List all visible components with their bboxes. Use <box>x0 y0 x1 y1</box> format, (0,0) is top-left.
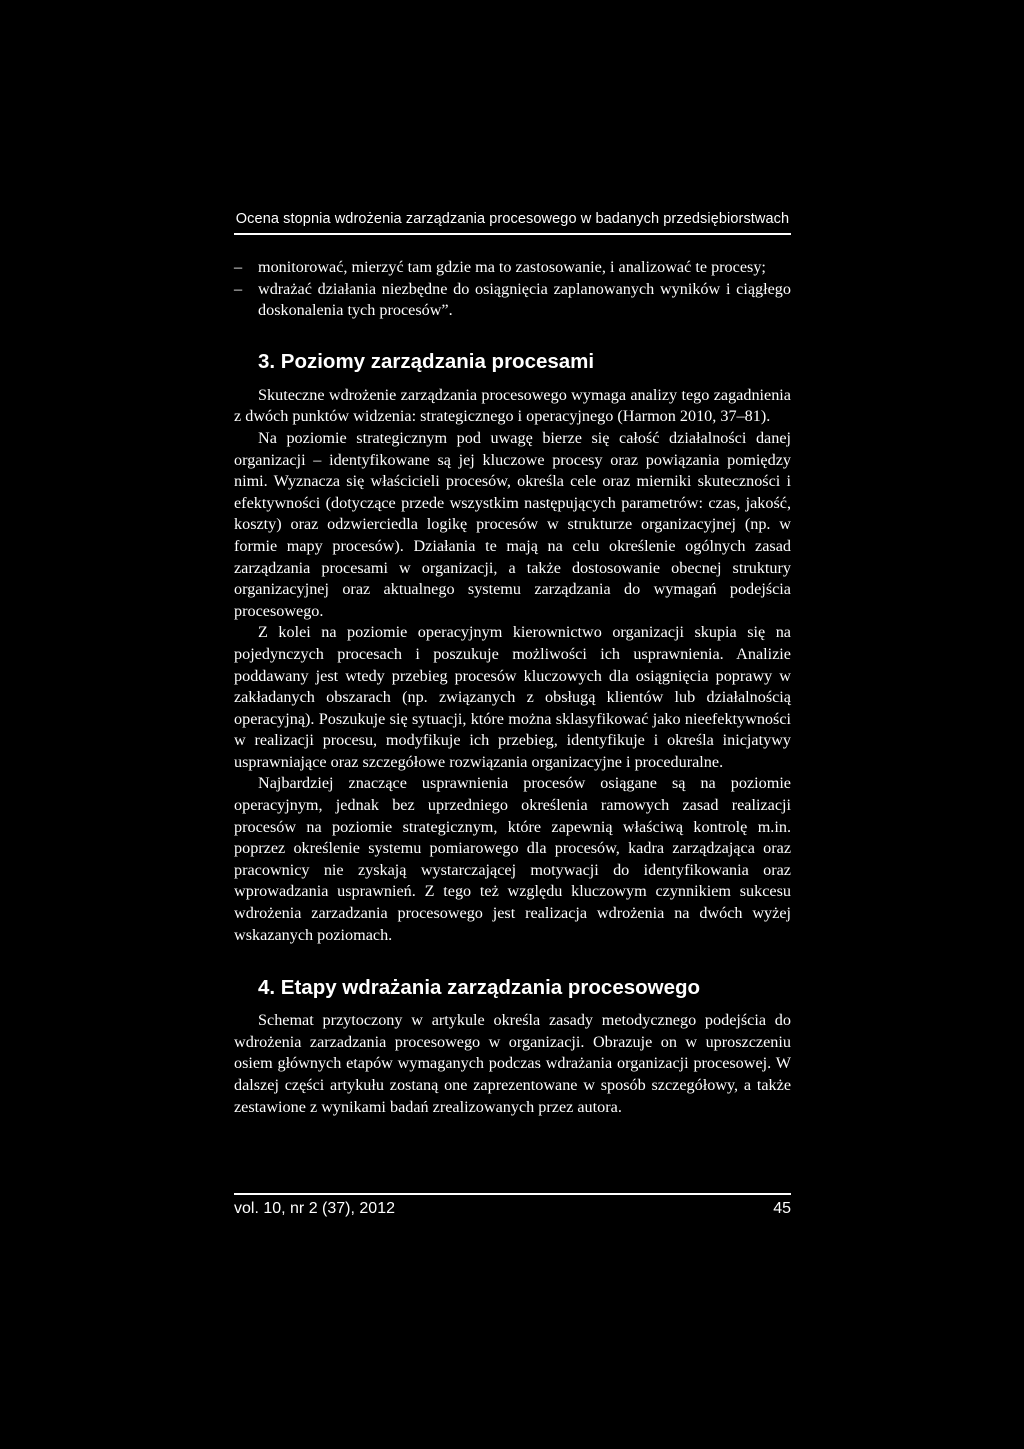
body-text <box>234 257 791 1118</box>
paragraph: Schemat przytoczony w artykule określa zasady metodycznego podejścia do wdrożenia zarzadzania procesowego w organizacji. Obrazuje on w uproszczeniu osiem głównych etapów wymaganych podczas wdrażania organizacji procesowej. W dalszej części artykułu zostaną one zaprezentowane w sposób szczegółowy, a także zestawione z wynikami badań zrealizowanych przez autora. <box>234 1011 791 1116</box>
journal-volume: vol. 10, nr 2 (37), 2012 <box>234 1200 395 1217</box>
paragraph: Na poziomie strategicznym pod uwagę bierze się całość działalności danej organizacji – identyfikowane są jej kluczowe procesy oraz powiązania pomiędzy nimi. Wyznacza się właścicieli procesów, określa cele oraz mierniki skuteczności i efektywności (dotyczące przede wszystkim następujących parametrów: czas, jakość, koszty) oraz odzwierciedla logikę procesów w strukturze organizacyjnej (np. w formie mapy procesów). Działania te mają na celu określenie ogólnych zasad zarządzania procesami w organizacji, a także dostosowanie obecnej struktury organizacyjnej oraz aktualnego systemu zarządzania do wymagań podejścia procesowego. <box>234 428 791 620</box>
page-number: 45 <box>773 1200 791 1217</box>
paragraph: Najbardziej znaczące usprawnienia procesów osiągane są na poziomie operacyjnym, jednak bez uprzedniego określenia ramowych zasad realizacji procesów na poziomie strategicznym, które zapewnią właściwą kontrolę m.in. poprzez określenie systemu pomiarowego dla procesów, kadra zarządzająca oraz pracownicy nie zyskają wystarczającej motywacji do identyfikowania oraz wprowadzania usprawnień. Z tego też względu kluczowym czynnikiem sukcesu wdrożenia zarzadzania procesowego jest realizacja wdrożenia na dwóch wyżej wskazanych poziomach. <box>234 774 791 944</box>
list-dash: – <box>234 258 243 276</box>
list-item-text: monitorować, mierzyć tam gdzie ma to zastosowanie, i analizować te procesy; <box>258 258 766 276</box>
paragraph: Z kolei na poziomie operacyjnym kierownictwo organizacji skupia się na pojedynczych procesach i poszukuje możliwości ich usprawnienia. Analizie poddawany jest wtedy przebieg procesów kluczowych dla osiągnięcia poprawy w zakładanych obszarach (np. związanych z obsługą klientów lub działalnością operacyjną). Poszukuje się sytuacji, które można sklasyfikować jako nieefektywności w realizacji procesu, modyfikuje ich przebieg, identyfikuje i określa inicjatywy usprawniające oraz szczegółowe rozwiązania organizacyjne i proceduralne. <box>234 623 791 771</box>
footer-rule <box>234 1193 791 1195</box>
section-heading-4: 4. Etapy wdrażania zarządzania procesowego <box>258 976 701 1000</box>
header-rule <box>234 233 791 235</box>
paragraph: Skuteczne wdrożenie zarządzania procesowego wymaga analizy tego zagadnienia z dwóch punktów widzenia: strategicznego i operacyjnego (Harmon 2010, 37–81). <box>234 385 791 426</box>
list-item-text: wdrażać działania niezbędne do osiągnięcia zaplanowanych wyników i ciągłego doskonalenia tych procesów”. <box>258 279 791 320</box>
list-item <box>234 279 791 322</box>
list-dash: – <box>234 279 243 298</box>
running-head: Ocena stopnia wdrożenia zarządzania procesowego w badanych przedsiębiorstwach <box>235 211 790 227</box>
bullet-list <box>234 257 791 322</box>
section-heading-3: 3. Poziomy zarządzania procesami <box>258 349 595 373</box>
list-item <box>234 257 791 279</box>
document-page <box>234 0 791 1449</box>
